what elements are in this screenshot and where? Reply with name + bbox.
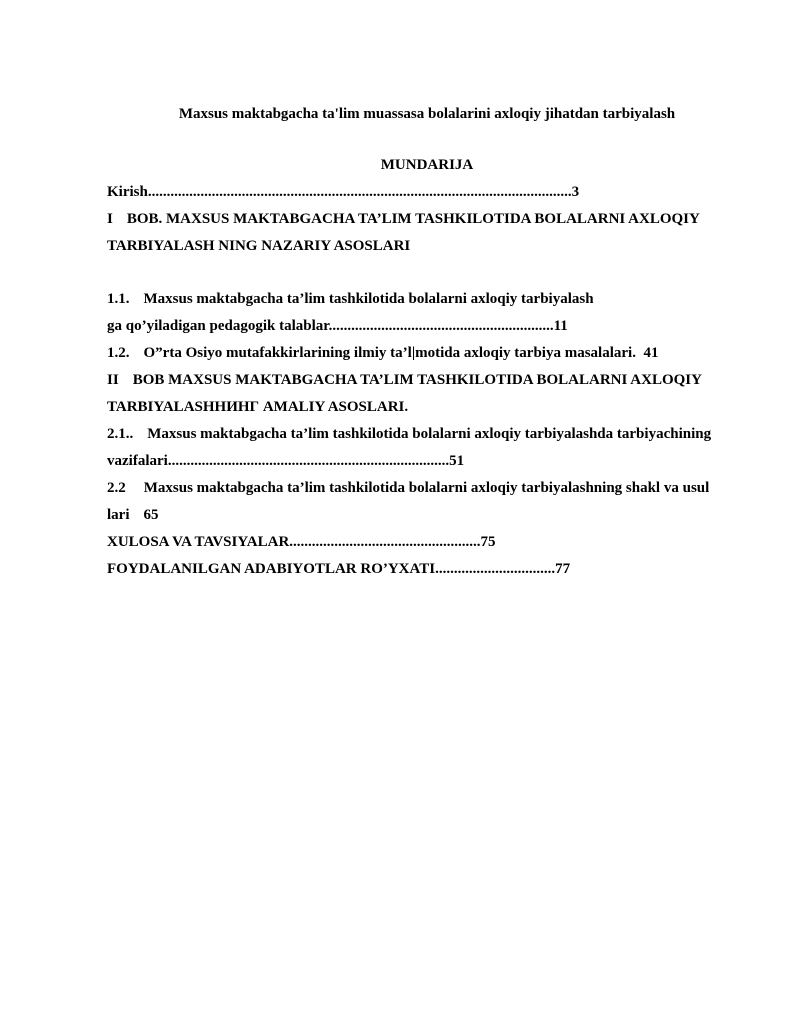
chapter-2-number: II (107, 372, 119, 388)
document-title: Maxsus maktabgacha ta'lim muassasa bolalarini axloqiy jihatdan tarbiyalash (178, 106, 676, 122)
toc-entry-adabiyotlar: FOYDALANILGAN ADABIYOTLAR RO’YXATI................................77 (107, 561, 571, 577)
toc-entry-chapter-1-line-1 (107, 210, 700, 228)
section-1-1-number: 1.1. (107, 291, 130, 307)
toc-entry-section-2-1-line-2: vazifalari...........................................................................51 (107, 453, 465, 469)
section-2-1-title-part-1: Maxsus maktabgacha ta’lim tashkilotida bolalarni axloqiy tarbiyalashda tarbiyachining (147, 426, 712, 442)
toc-entry-section-1-1-line-1 (107, 290, 594, 308)
toc-entry-section-2-2-line-2 (107, 506, 159, 524)
toc-entry-section-1-2 (107, 344, 658, 362)
toc-entry-chapter-1-line-2: TARBIYALASH NING NAZARIY ASOSLARI (107, 238, 411, 254)
section-1-2-page: 41 (643, 345, 659, 361)
toc-entry-kirish: Kirish.................................................................................................................3 (107, 184, 580, 200)
toc-entry-section-2-1-line-1 (107, 425, 711, 443)
section-2-1-number: 2.1.. (107, 426, 134, 442)
toc-entry-chapter-2-line-2: TARBIYALASHНИНГ AMALIY ASOSLARI. (107, 399, 409, 415)
toc-entry-section-2-2-line-1 (107, 479, 709, 497)
chapter-1-title-part-1: BOB. MAXSUS MAKTABGACHA TA’LIM TASHKILOTIDA BOLALARNI AXLOQIY (126, 211, 700, 227)
section-2-2-title-part-2: lari (107, 507, 130, 523)
section-2-2-number: 2.2 (107, 480, 126, 496)
section-2-2-title-part-1: Maxsus maktabgacha ta’lim tashkilotida bolalarni axloqiy tarbiyalashning shakl va usul (143, 480, 710, 496)
toc-entry-xulosa: XULOSA VA TAVSIYALAR...................................................75 (107, 534, 496, 550)
section-1-2-title: O”rta Osiyo mutafakkirlarining ilmiy ta’l|motida axloqiy tarbiya masalalari. (143, 345, 636, 361)
section-1-1-title-part-1: Maxsus maktabgacha ta’lim tashkilotida bolalarni axloqiy tarbiyalash (143, 291, 594, 307)
chapter-1-number: I (107, 211, 113, 227)
section-2-2-page: 65 (143, 507, 159, 523)
toc-heading: MUNDARIJA (380, 157, 474, 173)
toc-entry-chapter-2-line-1 (107, 371, 702, 389)
toc-entry-section-1-1-line-2: ga qo’yiladigan pedagogik talablar............................................................11 (107, 318, 568, 334)
section-1-2-number: 1.2. (107, 345, 130, 361)
chapter-2-title-part-1: BOB MAXSUS MAKTABGACHA TA’LIM TASHKILOTIDA BOLALARNI AXLOQIY (132, 372, 702, 388)
